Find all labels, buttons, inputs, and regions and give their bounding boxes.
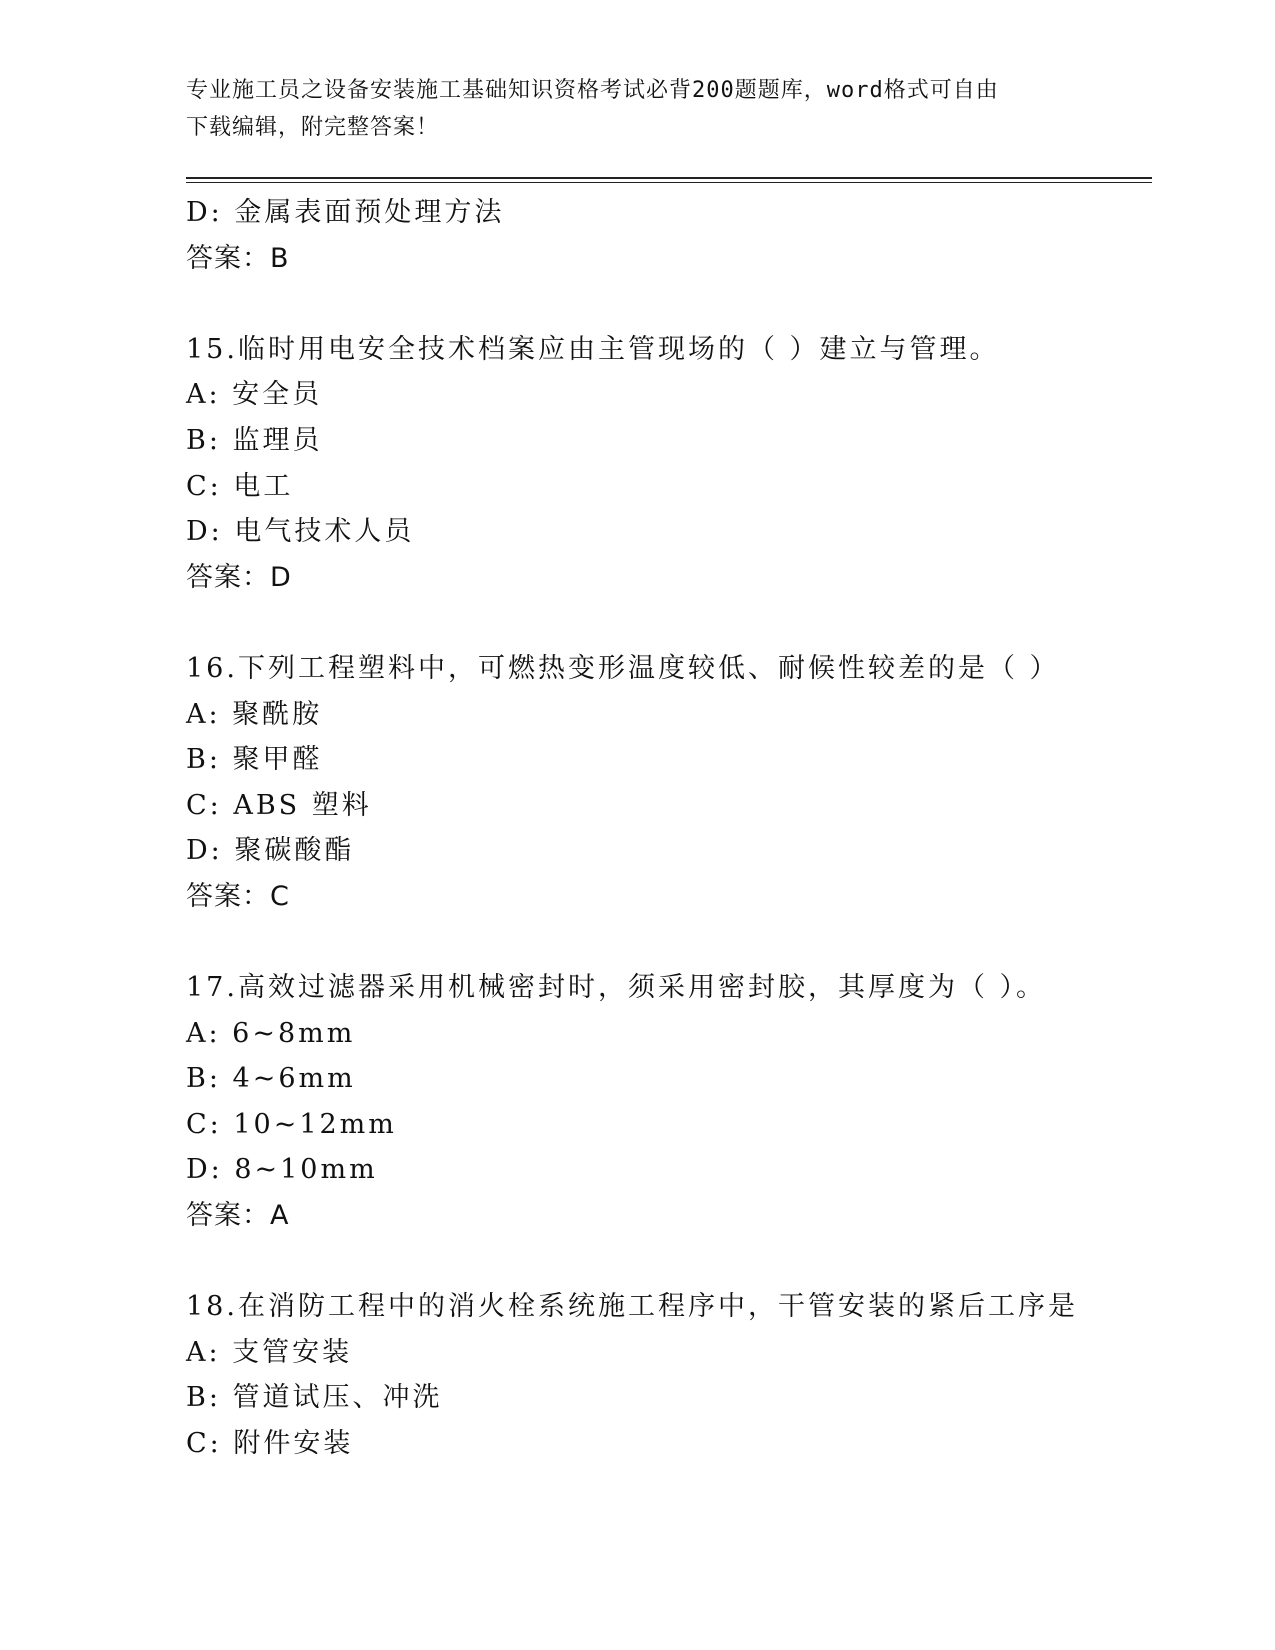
option-d: D: 聚碳酸酯 [186, 835, 355, 867]
question-15 [186, 327, 1152, 601]
question-18 [186, 1284, 1152, 1466]
question-16 [186, 646, 1152, 920]
header-line-1: 专业施工员之设备安装施工基础知识资格考试必背200题题库，word格式可自由 [186, 78, 999, 103]
option-b: B: 4~6mm [186, 1063, 356, 1095]
option-a: A: 支管安装 [186, 1336, 353, 1368]
option-a: A: 聚酰胺 [186, 698, 323, 730]
option-b: B: 管道试压、冲洗 [186, 1382, 443, 1414]
option-b: B: 监理员 [186, 424, 323, 456]
question-stem: 17.高效过滤器采用机械密封时，须采用密封胶，其厚度为（ ）。 [186, 972, 1047, 1004]
option-d: D: 电气技术人员 [186, 516, 415, 548]
option-a: A: 6~8mm [186, 1017, 356, 1049]
answer-previous: 答案：B [186, 242, 290, 274]
question-17 [186, 965, 1152, 1239]
option-c: C: 附件安装 [186, 1428, 354, 1460]
option-a: A: 安全员 [186, 379, 323, 411]
answer: 答案：C [186, 880, 290, 912]
document-body [186, 190, 1152, 1467]
header-rule-thick [186, 177, 1152, 179]
answer: 答案：D [186, 561, 292, 593]
option-d: D: 8~10mm [186, 1154, 378, 1186]
spacer [186, 281, 1152, 327]
option-c: C: 10~12mm [186, 1108, 397, 1140]
spacer [186, 600, 1152, 646]
option-c: C: 电工 [186, 470, 294, 502]
header-line-2: 下载编辑，附完整答案！ [186, 115, 440, 140]
spacer [186, 920, 1152, 966]
question-stem: 18.在消防工程中的消火栓系统施工程序中，干管安装的紧后工序是 [186, 1291, 1078, 1323]
page-header [186, 72, 1086, 146]
question-stem: 16.下列工程塑料中，可燃热变形温度较低、耐候性较差的是（ ） [186, 652, 1060, 684]
option-c: C: ABS 塑料 [186, 789, 372, 821]
option-b: B: 聚甲醛 [186, 744, 323, 776]
header-rule-thin [186, 182, 1152, 183]
spacer [186, 1239, 1152, 1285]
answer: 答案：A [186, 1200, 290, 1232]
option-d-previous: D: 金属表面预处理方法 [186, 197, 505, 228]
question-stem: 15.临时用电安全技术档案应由主管现场的（ ）建立与管理。 [186, 333, 1000, 365]
